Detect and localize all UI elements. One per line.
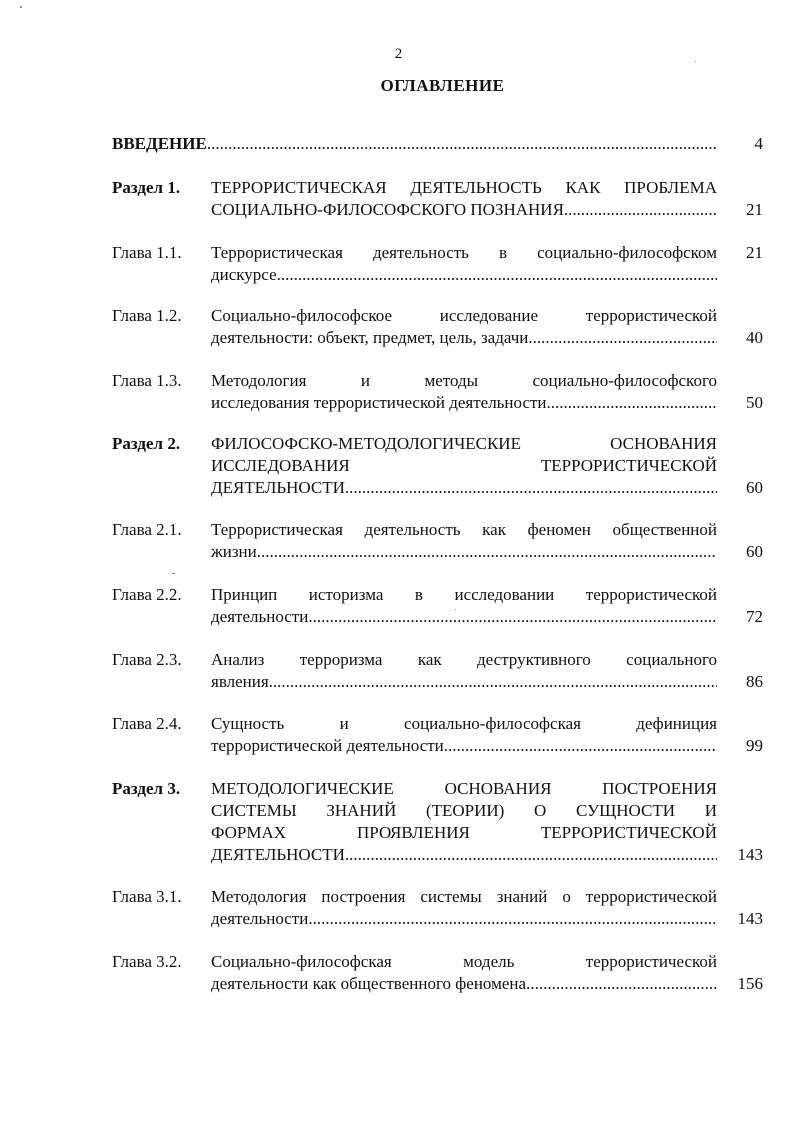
toc-entry-line: исследования террористической деятельности — [211, 393, 547, 412]
toc-entry-title: ВВЕДЕНИЕ — [112, 134, 207, 153]
toc-entry-line: деятельности как общественного феномена — [211, 974, 527, 993]
toc-entry-page: 143 — [737, 845, 763, 864]
toc-entry-line: террористической деятельности — [211, 736, 444, 755]
toc-entry-line: Сущность и социально-философская дефиниция — [211, 714, 717, 733]
dot-leader — [345, 477, 717, 499]
scan-speck — [20, 6, 22, 8]
toc-entry-label: Глава 3.2. — [112, 952, 182, 971]
dot-leader — [345, 844, 717, 866]
toc-entry-line: Методология и методы социально-философского — [211, 371, 717, 390]
toc-entry-line: ТЕРРОРИСТИЧЕСКАЯ ДЕЯТЕЛЬНОСТЬ КАК ПРОБЛЕМА — [211, 178, 717, 197]
toc-entry-line: ИССЛЕДОВАНИЯ ТЕРРОРИСТИЧЕСКОЙ — [211, 456, 717, 475]
dot-leader — [528, 327, 717, 349]
dot-leader — [269, 671, 717, 693]
toc-entry-line: Методология построения системы знаний о террористической — [211, 887, 717, 906]
toc-entry-page: 156 — [737, 974, 763, 993]
toc-entry-label: Глава 2.1. — [112, 520, 182, 539]
toc-entry-label: Глава 2.3. — [112, 650, 182, 669]
toc-entry-label: Глава 3.1. — [112, 887, 182, 906]
toc-entry-page: 21 — [746, 243, 763, 262]
toc-entry-label: Глава 1.2. — [112, 306, 182, 325]
toc-entry-line: ДЕЯТЕЛЬНОСТИ — [211, 478, 345, 497]
page-number: 2 — [394, 46, 403, 62]
toc-entry-page: 99 — [746, 736, 763, 755]
dot-leader — [308, 606, 717, 628]
toc-entry-line: Социально-философское исследование террористической — [211, 306, 717, 325]
toc-entry-line: Анализ терроризма как деструктивного социального — [211, 650, 717, 669]
dot-leader — [207, 133, 717, 155]
toc-entry-label: Раздел 1. — [112, 178, 181, 197]
toc-entry-page: 21 — [746, 200, 763, 219]
toc-entry-line: ДЕЯТЕЛЬНОСТИ — [211, 845, 345, 864]
toc-entry-line: МЕТОДОЛОГИЧЕСКИЕ ОСНОВАНИЯ ПОСТРОЕНИЯ — [211, 779, 717, 798]
page-title: ОГЛАВЛЕНИЕ — [380, 76, 505, 95]
toc-entry-line: деятельности — [211, 607, 309, 626]
scan-speck — [695, 61, 696, 62]
toc-entry-line: Террористическая деятельность как феномен общественной — [211, 520, 717, 539]
dot-leader — [444, 735, 717, 757]
dot-leader — [526, 973, 717, 995]
toc-entry-page: 143 — [737, 909, 763, 928]
toc-entry-line: деятельности: объект, предмет, цель, задачи — [211, 328, 529, 347]
toc-entry-line: Принцип историзма в исследовании террористической — [211, 585, 717, 604]
toc-entry-line: СИСТЕМЫ ЗНАНИЙ (ТЕОРИИ) О СУЩНОСТИ И — [211, 801, 717, 820]
dot-leader — [277, 264, 717, 286]
toc-entry-page: 40 — [746, 328, 763, 347]
toc-entry-line: явления — [211, 672, 269, 691]
toc-entry-line: Социально-философская модель террористической — [211, 952, 717, 971]
scan-speck — [172, 573, 175, 574]
dot-leader — [547, 392, 717, 414]
toc-entry-page: 60 — [746, 478, 763, 497]
toc-entry-line: деятельности — [211, 909, 309, 928]
toc-entry-label: Раздел 3. — [112, 779, 181, 798]
toc-entry-page: 4 — [754, 134, 763, 153]
toc-entry-page: 86 — [746, 672, 763, 691]
toc-entry-label: Глава 2.2. — [112, 585, 182, 604]
toc-entry-page: 72 — [746, 607, 763, 626]
dot-leader — [564, 199, 717, 221]
toc-entry-line: Террористическая деятельность в социально-философском — [211, 243, 717, 262]
toc-entry-label: Глава 2.4. — [112, 714, 182, 733]
toc-entry-line: СОЦИАЛЬНО-ФИЛОСОФСКОГО ПОЗНАНИЯ — [211, 200, 564, 219]
scan-speck — [455, 609, 456, 610]
toc-entry-label: Глава 1.3. — [112, 371, 182, 390]
dot-leader — [308, 908, 717, 930]
toc-entry-page: 50 — [746, 393, 763, 412]
toc-entry-line: жизни — [211, 542, 257, 561]
toc-entry-line: ФОРМАХ ПРОЯВЛЕНИЯ ТЕРРОРИСТИЧЕСКОЙ — [211, 823, 717, 842]
dot-leader — [257, 541, 717, 563]
toc-entry-line: ФИЛОСОФСКО-МЕТОДОЛОГИЧЕСКИЕ ОСНОВАНИЯ — [211, 434, 717, 453]
toc-entry-page: 60 — [746, 542, 763, 561]
toc-entry-label: Раздел 2. — [112, 434, 181, 453]
toc-entry-label: Глава 1.1. — [112, 243, 182, 262]
toc-entry-line: дискурсе — [211, 265, 277, 284]
